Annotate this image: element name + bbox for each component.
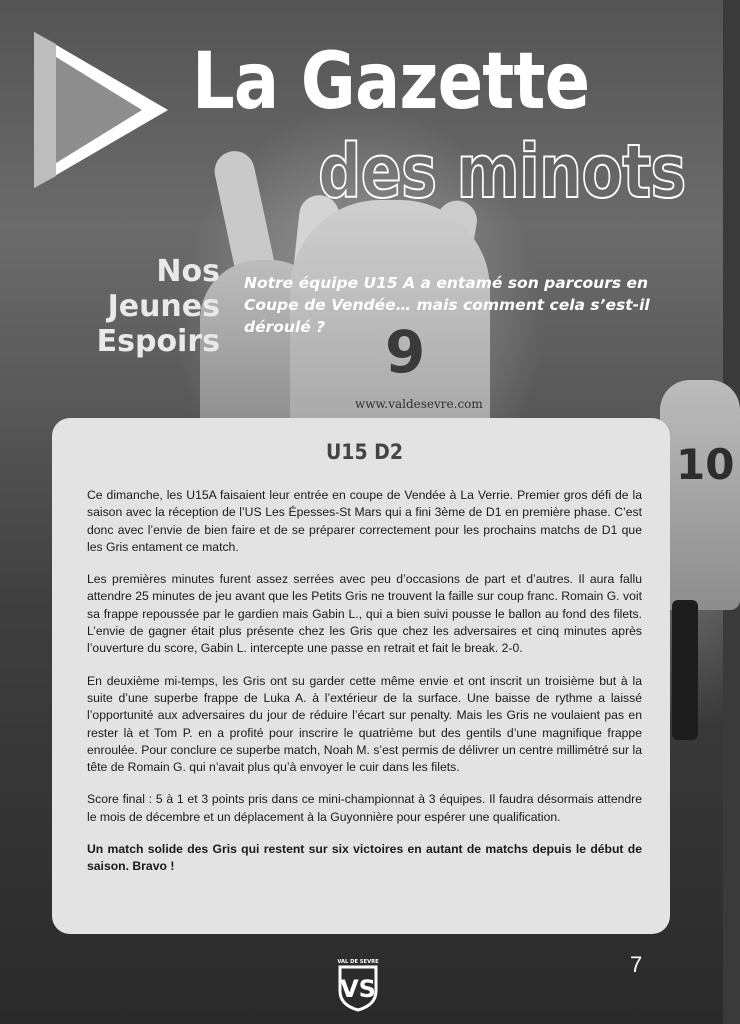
section-heading-line: Nos	[156, 254, 220, 289]
club-logo-letters: VS	[340, 975, 376, 1003]
masthead-subtitle: des minots	[318, 129, 686, 215]
club-crest-icon	[336, 955, 380, 1011]
section-heading-line: Espoirs	[96, 324, 220, 359]
jersey-number: 9	[385, 318, 426, 386]
article-paragraph: Les premières minutes furent assez serrées avec peu d’occasions de part et d’autres. Il aura fallu attendre 25 minutes de jeu avant que les Petits Gris ne trouvent la faille sur coup franc. Romain G. voit sa frappe repoussée par le gardien mais Gabin L., qui a bien suivi pousse le ballon au fond des filets. L’envie de gagner était plus présente chez les Gris que chez les adversaires et cinq minutes après l’ouverture du score, Gabin L. intercepte une passe en retrait et fait le break. 2-0.	[87, 572, 642, 656]
page-number: 7	[630, 952, 643, 977]
play-triangle-icon	[30, 30, 172, 190]
section-heading	[60, 254, 220, 359]
masthead-title: La Gazette	[192, 37, 590, 127]
section-heading-line: Jeunes	[107, 289, 220, 324]
article-paragraph: Ce dimanche, les U15A faisaient leur entrée en coupe de Vendée à La Verrie. Premier gros défi de la saison avec la réception de l’US Les Épesses-St Mars qui a fini 3ème de D1 en première phase. C’est donc avec l’envie de bien faire et de se préparer correctement pour les prochains matchs de D1 que les Gris entament ce match.	[87, 488, 642, 554]
article-card	[52, 418, 670, 934]
article-title: U15 D2	[325, 440, 404, 464]
club-logo-text: VAL DE SEVRE	[337, 959, 379, 965]
jersey-number: 10	[676, 440, 735, 489]
article-paragraph: Score final : 5 à 1 et 3 points pris dans ce mini-championnat à 3 équipes. Il faudra désormais attendre le mois de décembre et un déplacement à la Guyonnière pour espérer une qualification.	[87, 792, 642, 824]
background-player	[660, 380, 740, 610]
background-player-leg	[672, 600, 698, 740]
jersey-sponsor-url: www.valdesevre.com	[355, 397, 483, 411]
article-paragraph: En deuxième mi-temps, les Gris ont su garder cette même envie et ont inscrit un troisième but à la suite d’une superbe frappe de Luka A. à l’extérieur de la surface. Une baisse de rythme a laissé l’opportunité aux adversaires du jour de réduire l’écart sur penalty. Mais les Gris ne voulaient pas en rester là et Tom P. en a profité pour inscrire le quatrième but des gentils d’une magnifique frappe enroulée. Pour conclure ce superbe match, Noah M. s’est permis de délivrer un centre millimétré sur la tête de Romain G. qui n’avait plus qu’à envoyer le cuir dans les filets.	[87, 673, 642, 775]
section-intro: Notre équipe U15 A a entamé son parcours en Coupe de Vendée… mais comment cela s’est-il déroulé ?	[244, 274, 650, 336]
article-conclusion: Un match solide des Gris qui restent sur six victoires en autant de matchs depuis le début de saison. Bravo !	[87, 842, 642, 874]
